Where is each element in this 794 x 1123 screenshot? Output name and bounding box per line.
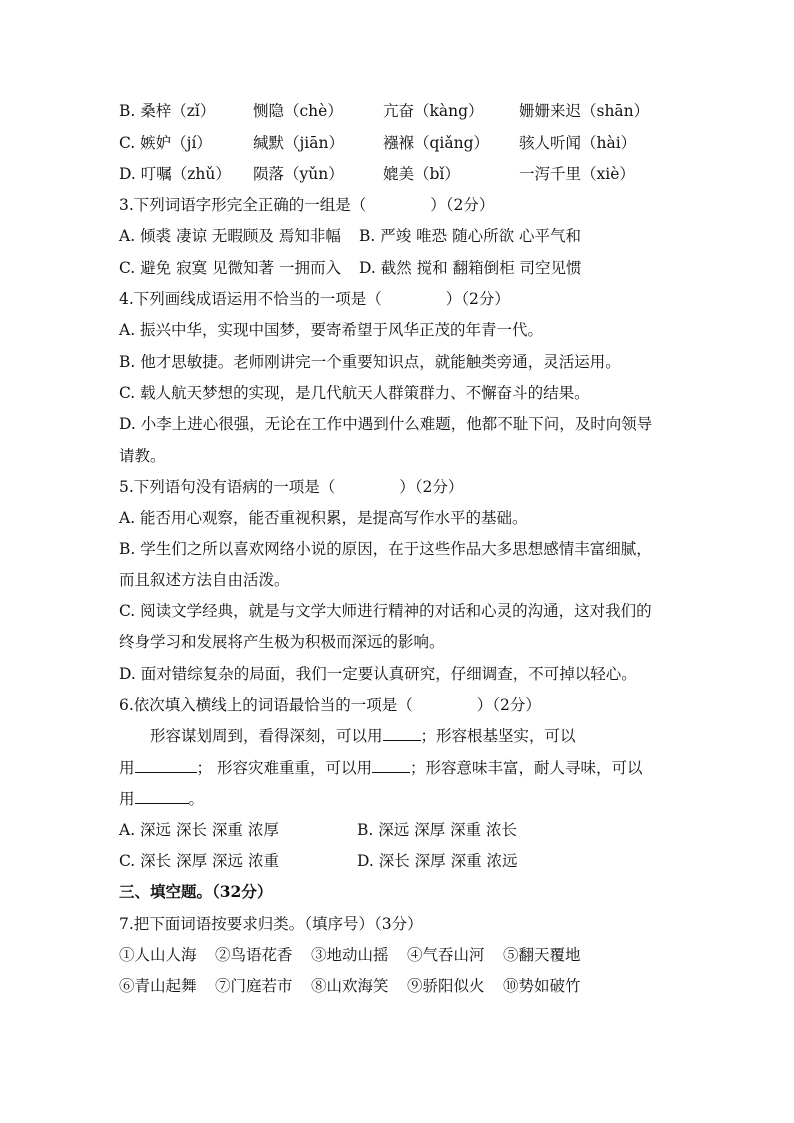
fill-blank-2 bbox=[135, 758, 197, 773]
option-c-word-1: C. 嫉妒（jí） bbox=[119, 134, 212, 152]
q7-stem: 7.把下面词语按要求归类。（填序号）（3分） bbox=[119, 915, 423, 933]
q3-option-a: A. 倾裘 凄谅 无暇顾及 焉知非幅 bbox=[119, 227, 341, 245]
q5-option-b: B. 学生们之所以喜欢网络小说的原因，在于这些作品大多思想感情丰富细腻， bbox=[119, 540, 652, 558]
q5-option-c: C. 阅读文学经典，就是与文学大师进行精神的对话和心灵的沟通，这对我们的 bbox=[119, 602, 652, 620]
q4-stem: 4.下列画线成语运用不恰当的一项是（ ）（2分） bbox=[119, 290, 510, 308]
q5-option-c-cont: 终身学习和发展将产生极为积极而深远的影响。 bbox=[119, 633, 445, 651]
q5-option-a: A. 能否用心观察，能否重视积累，是提高写作水平的基础。 bbox=[119, 509, 528, 527]
option-d-word-3: 媲美（bǐ） bbox=[383, 165, 460, 183]
option-d-word-1: D. 叮嘱（zhǔ） bbox=[119, 165, 231, 183]
q3-option-c: C. 避免 寂寞 见微知著 一拥而入 bbox=[119, 259, 341, 277]
q7-item: ⑨骄阳似火 bbox=[407, 977, 485, 995]
option-d-word-4: 一泻千里（xiè） bbox=[519, 165, 635, 183]
option-b-word-2: 恻隐（chè） bbox=[253, 102, 343, 120]
q6-passage-line-2: 用 ； 形容灾难重重，可以用 ；形容意味丰富，耐人寻味，可以 bbox=[119, 759, 643, 777]
q7-item: ⑥青山起舞 bbox=[119, 977, 197, 995]
q6-option-b: B. 深远 深厚 深重 浓长 bbox=[357, 821, 518, 839]
q6-stem: 6.依次填入横线上的词语最恰当的一项是（ ）（2分） bbox=[119, 696, 541, 714]
q5-option-b-cont: 而且叙述方法自由活泼。 bbox=[119, 571, 290, 589]
q7-item: ③地动山摇 bbox=[311, 946, 389, 964]
q7-item: ①人山人海 bbox=[119, 946, 197, 964]
q6-passage-line-1: 形容谋划周到，看得深刻，可以用 ；形容根基坚实，可以 bbox=[150, 727, 576, 745]
q5-option-d: D. 面对错综复杂的局面，我们一定要认真研究，仔细调查，不可掉以轻心。 bbox=[119, 665, 637, 683]
q7-item: ⑩势如破竹 bbox=[503, 977, 581, 995]
q7-item: ②鸟语花香 bbox=[215, 946, 293, 964]
option-b-word-1: B. 桑梓（zǐ） bbox=[119, 102, 216, 120]
q4-option-a: A. 振兴中华，实现中国梦，要寄希望于风华正茂的年青一代。 bbox=[119, 321, 544, 339]
q7-item: ⑧山欢海笑 bbox=[311, 977, 389, 995]
option-c-word-4: 骇人听闻（hài） bbox=[519, 134, 637, 152]
q6-option-c: C. 深长 深厚 深远 浓重 bbox=[119, 852, 279, 870]
q7-item: ⑦门庭若市 bbox=[215, 977, 293, 995]
q5-stem: 5.下列语句没有语病的一项是（ ）（2分） bbox=[119, 478, 464, 496]
section-heading: 三、填空题。（32分） bbox=[119, 882, 273, 901]
q4-option-c: C. 载人航天梦想的实现，是几代航天人群策群力、不懈奋斗的结果。 bbox=[119, 384, 590, 402]
option-c-word-3: 襁褓（qiǎng） bbox=[383, 134, 490, 152]
q3-option-d: D. 截然 搅和 翻箱倒柜 司空见惯 bbox=[359, 259, 582, 277]
option-c-word-2: 缄默（jiān） bbox=[253, 134, 344, 152]
option-b-word-3: 亢奋（kàng） bbox=[383, 102, 484, 120]
option-b-word-4: 姗姗来迟（shān） bbox=[519, 102, 650, 120]
q6-option-a: A. 深远 深长 深重 浓厚 bbox=[119, 821, 279, 839]
option-d-word-2: 陨落（yǔn） bbox=[253, 165, 344, 183]
q3-stem: 3.下列词语字形完全正确的一组是（ ）（2分） bbox=[119, 196, 495, 214]
q6-passage-line-3: 用 。 bbox=[119, 790, 205, 808]
q3-option-b: B. 严竣 唯恐 随心所欲 心平气和 bbox=[359, 227, 582, 245]
fill-blank-1 bbox=[383, 726, 421, 741]
q4-option-d-cont: 请教。 bbox=[119, 447, 166, 465]
fill-blank-4 bbox=[135, 789, 189, 804]
q4-option-d: D. 小李上进心很强，无论在工作中遇到什么难题，他都不耻下问，及时向领导 bbox=[119, 415, 653, 433]
fill-blank-3 bbox=[372, 758, 410, 773]
q4-option-b: B. 他才思敏捷。老师刚讲完一个重要知识点，就能触类旁通，灵活运用。 bbox=[119, 353, 621, 371]
q6-option-d: D. 深长 深厚 深重 浓远 bbox=[357, 852, 518, 870]
q7-item: ④气吞山河 bbox=[407, 946, 485, 964]
q7-item: ⑤翻天覆地 bbox=[503, 946, 581, 964]
